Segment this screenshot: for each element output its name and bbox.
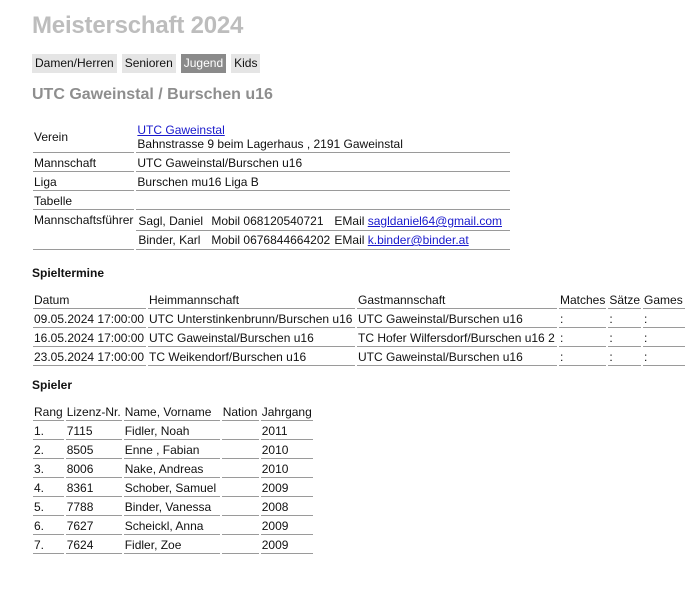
- team-info-table: [31, 120, 512, 252]
- mannschaftsfuehrer-label: Mannschaftsführer: [33, 212, 134, 250]
- contact-mobil: Mobil 068120540721: [211, 214, 324, 228]
- col-name: Name, Vorname: [124, 404, 220, 421]
- col-rang: Rang: [34, 405, 63, 419]
- player-nation: [222, 461, 259, 478]
- col-games: Games: [643, 292, 685, 309]
- tab-kids[interactable]: Kids: [231, 54, 260, 73]
- col-nation: Nation: [222, 405, 258, 419]
- player-jahrgang: 2009: [261, 518, 313, 535]
- player-name: Schober, Samuel: [124, 480, 220, 497]
- player-jahrgang: 2009: [261, 537, 313, 554]
- contact-row: [136, 212, 510, 231]
- contact-name: Binder, Karl: [138, 233, 201, 247]
- match-games: :: [643, 311, 685, 328]
- category-tabs: [32, 54, 260, 73]
- col-matches: Matches: [560, 293, 606, 307]
- player-nation: [222, 518, 259, 535]
- team-heading: UTC Gaweinstal / Burschen u16: [32, 86, 273, 103]
- table-header-row: [33, 404, 313, 421]
- liga-label: Liga: [33, 174, 134, 191]
- player-rang: 6.: [33, 518, 64, 535]
- player-rang: 2.: [33, 442, 64, 459]
- match-matches: :: [559, 311, 606, 328]
- tab-senioren[interactable]: Senioren: [122, 54, 176, 73]
- col-heimmannschaft: Heimmannschaft: [148, 292, 355, 309]
- match-saetze: :: [608, 330, 641, 347]
- contact-row: [136, 231, 510, 250]
- mannschaft-value: UTC Gaweinstal/Burschen u16: [136, 155, 510, 172]
- player-nation: [222, 442, 259, 459]
- table-row: [33, 518, 313, 535]
- player-nation: [222, 537, 259, 554]
- mannschaftsfuehrer-value: [136, 212, 510, 250]
- player-lizenz: 7788: [66, 499, 122, 516]
- player-jahrgang: 2011: [261, 423, 313, 440]
- match-matches: :: [559, 349, 606, 366]
- info-row-liga: [33, 174, 510, 191]
- player-rang: 4.: [33, 480, 64, 497]
- player-lizenz: 7115: [66, 423, 122, 440]
- table-row: [33, 537, 313, 554]
- player-lizenz: 8361: [66, 480, 122, 497]
- match-heim: UTC Gaweinstal/Burschen u16: [148, 330, 355, 347]
- player-nation: [222, 423, 259, 440]
- player-jahrgang: 2008: [261, 499, 313, 516]
- tabelle-label: Tabelle: [33, 193, 134, 210]
- mannschaft-label: Mannschaft: [33, 155, 134, 172]
- info-row-mannschaft: [33, 155, 510, 172]
- player-rang: 5.: [33, 499, 64, 516]
- tabelle-value: [136, 193, 510, 210]
- match-gast: UTC Gaweinstal/Burschen u16: [357, 311, 557, 328]
- player-rang: 1.: [33, 423, 64, 440]
- match-saetze: :: [608, 349, 641, 366]
- match-saetze: :: [608, 311, 641, 328]
- match-datum: 09.05.2024 17:00:00: [34, 312, 145, 326]
- verein-address: Bahnstrasse 9 beim Lagerhaus , 2191 Gaweinstal: [137, 137, 403, 151]
- verein-label: Verein: [33, 122, 134, 153]
- verein-link[interactable]: UTC Gaweinstal: [137, 123, 225, 137]
- table-row: [33, 423, 313, 440]
- match-matches: :: [559, 330, 606, 347]
- table-header-row: [33, 292, 685, 309]
- info-row-mannschaftsfuehrer: [33, 212, 510, 250]
- player-name: Enne , Fabian: [124, 442, 220, 459]
- info-row-tabelle: [33, 193, 510, 210]
- info-row-verein: [33, 122, 510, 153]
- match-datum: 23.05.2024 17:00:00: [34, 350, 145, 364]
- player-rang: 3.: [33, 461, 64, 478]
- player-lizenz: 8505: [66, 442, 122, 459]
- page-title: Meisterschaft 2024: [32, 12, 244, 39]
- tab-jugend[interactable]: Jugend: [181, 54, 226, 73]
- match-datum: 16.05.2024 17:00:00: [34, 331, 145, 345]
- spieltermine-heading: Spieltermine: [32, 266, 105, 280]
- table-row: [33, 442, 313, 459]
- match-gast: TC Hofer Wilfersdorf/Burschen u16 2: [357, 330, 557, 347]
- liga-value: Burschen mu16 Liga B: [136, 174, 510, 191]
- player-name: Fidler, Zoe: [124, 537, 220, 554]
- player-jahrgang: 2009: [261, 480, 313, 497]
- match-games: :: [643, 330, 685, 347]
- table-row: [33, 499, 313, 516]
- col-saetze: Sätze: [609, 293, 641, 307]
- player-name: Binder, Vanessa: [124, 499, 220, 516]
- verein-value: [136, 122, 510, 153]
- contact-email-link[interactable]: sagldaniel64@gmail.com: [367, 214, 502, 228]
- table-row: [33, 311, 685, 328]
- player-name: Nake, Andreas: [124, 461, 220, 478]
- player-lizenz: 7624: [66, 537, 122, 554]
- col-gastmannschaft: Gastmannschaft: [357, 292, 557, 309]
- table-row: [33, 349, 685, 366]
- match-gast: UTC Gaweinstal/Burschen u16: [357, 349, 557, 366]
- col-jahrgang: Jahrgang: [261, 405, 312, 419]
- spieler-heading: Spieler: [32, 378, 73, 392]
- contact-email-label: EMail: [334, 214, 365, 228]
- match-games: :: [643, 349, 685, 366]
- player-jahrgang: 2010: [261, 442, 313, 459]
- player-jahrgang: 2010: [261, 461, 313, 478]
- table-row: [33, 461, 313, 478]
- contact-email-label: EMail: [334, 233, 365, 247]
- col-datum: Datum: [33, 292, 146, 309]
- player-name: Scheickl, Anna: [124, 518, 220, 535]
- tab-damen-herren[interactable]: Damen/Herren: [32, 54, 117, 73]
- match-heim: UTC Unterstinkenbrunn/Burschen u16: [148, 311, 355, 328]
- table-row: [33, 330, 685, 347]
- spieler-table: [31, 402, 315, 556]
- match-heim: TC Weikendorf/Burschen u16: [148, 349, 355, 366]
- player-nation: [222, 480, 259, 497]
- contact-email-link[interactable]: k.binder@binder.at: [367, 233, 469, 247]
- contact-mobil: Mobil 0676844664202: [211, 233, 331, 247]
- col-lizenz: Lizenz-Nr.: [66, 405, 121, 419]
- spieltermine-table: [31, 290, 687, 368]
- player-lizenz: 7627: [66, 518, 122, 535]
- table-row: [33, 480, 313, 497]
- player-name: Fidler, Noah: [124, 423, 220, 440]
- contact-name: Sagl, Daniel: [138, 214, 204, 228]
- player-lizenz: 8006: [66, 461, 122, 478]
- player-nation: [222, 499, 259, 516]
- player-rang: 7.: [33, 537, 64, 554]
